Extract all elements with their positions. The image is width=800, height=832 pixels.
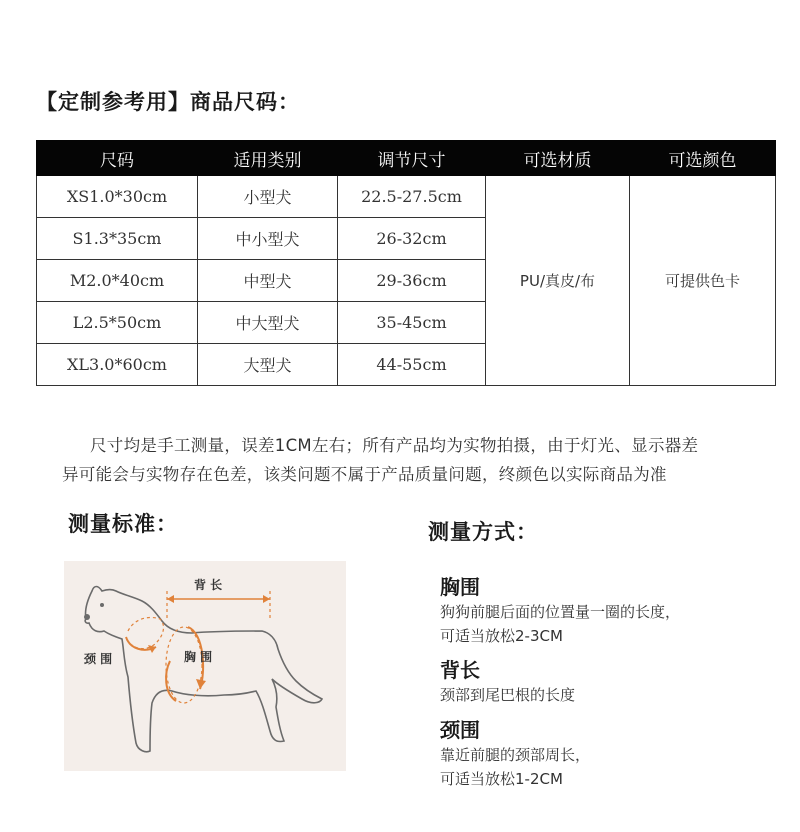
method-title: 测量方式： [428, 520, 538, 544]
header-material: 可选材质 [486, 141, 630, 176]
cell-adjust: 35-45cm [338, 302, 486, 344]
method-chest-line-2: 可适当放松2-3CM [440, 627, 563, 645]
dog-nose [84, 614, 90, 620]
dog-illustration [64, 561, 346, 771]
dog-eye [100, 603, 104, 607]
measure-method-panel [400, 561, 750, 821]
note-line-2: 异可能会与实物存在色差，该类问题不属于产品质量问题，终颜色以实际商品为准 [62, 465, 667, 484]
back-length-label: 背 长 [194, 578, 223, 592]
cell-size: M2.0*40cm [37, 260, 198, 302]
note-line-1: 尺寸均是手工测量，误差1CM左右；所有产品均为实物拍摄，由于灯光、显示器差 [90, 436, 699, 455]
header-color: 可选颜色 [630, 141, 776, 176]
cell-adjust: 44-55cm [338, 344, 486, 386]
method-neck [440, 714, 590, 791]
page-title: 【定制参考用】商品尺码： [36, 90, 300, 114]
header-adjust: 调节尺寸 [338, 141, 486, 176]
header-category: 适用类别 [198, 141, 338, 176]
header-size: 尺码 [37, 141, 198, 176]
neck-label: 颈 围 [84, 652, 113, 666]
cell-category: 中型犬 [198, 260, 338, 302]
method-back-line-1: 颈部到尾巴根的长度 [440, 686, 576, 704]
cell-adjust: 29-36cm [338, 260, 486, 302]
size-table [36, 140, 776, 386]
method-chest [440, 571, 680, 648]
cell-color: 可提供色卡 [630, 176, 776, 386]
cell-size: L2.5*50cm [37, 302, 198, 344]
cell-adjust: 26-32cm [338, 218, 486, 260]
method-neck-line-2: 可适当放松1-2CM [440, 770, 563, 788]
standard-title: 测量标准： [68, 512, 178, 536]
cell-size: S1.3*35cm [37, 218, 198, 260]
method-back-title: 背长 [440, 658, 480, 682]
cell-material: PU/真皮/布 [486, 176, 630, 386]
method-chest-title: 胸围 [440, 575, 480, 599]
table-row [37, 176, 776, 218]
cell-size: XL3.0*60cm [37, 344, 198, 386]
cell-category: 大型犬 [198, 344, 338, 386]
cell-category: 中小型犬 [198, 218, 338, 260]
cell-size: XS1.0*30cm [37, 176, 198, 218]
method-neck-title: 颈围 [440, 718, 480, 742]
cell-adjust: 22.5-27.5cm [338, 176, 486, 218]
method-chest-line-1: 狗狗前腿后面的位置量一圈的长度， [440, 603, 681, 621]
cell-category: 中大型犬 [198, 302, 338, 344]
chest-label: 胸 围 [184, 650, 213, 664]
table-header-row [37, 141, 776, 176]
dog-diagram [64, 561, 346, 771]
method-neck-line-1: 靠近前腿的颈部周长， [440, 746, 591, 764]
cell-category: 小型犬 [198, 176, 338, 218]
disclaimer-note [62, 431, 782, 489]
method-back [440, 654, 575, 707]
